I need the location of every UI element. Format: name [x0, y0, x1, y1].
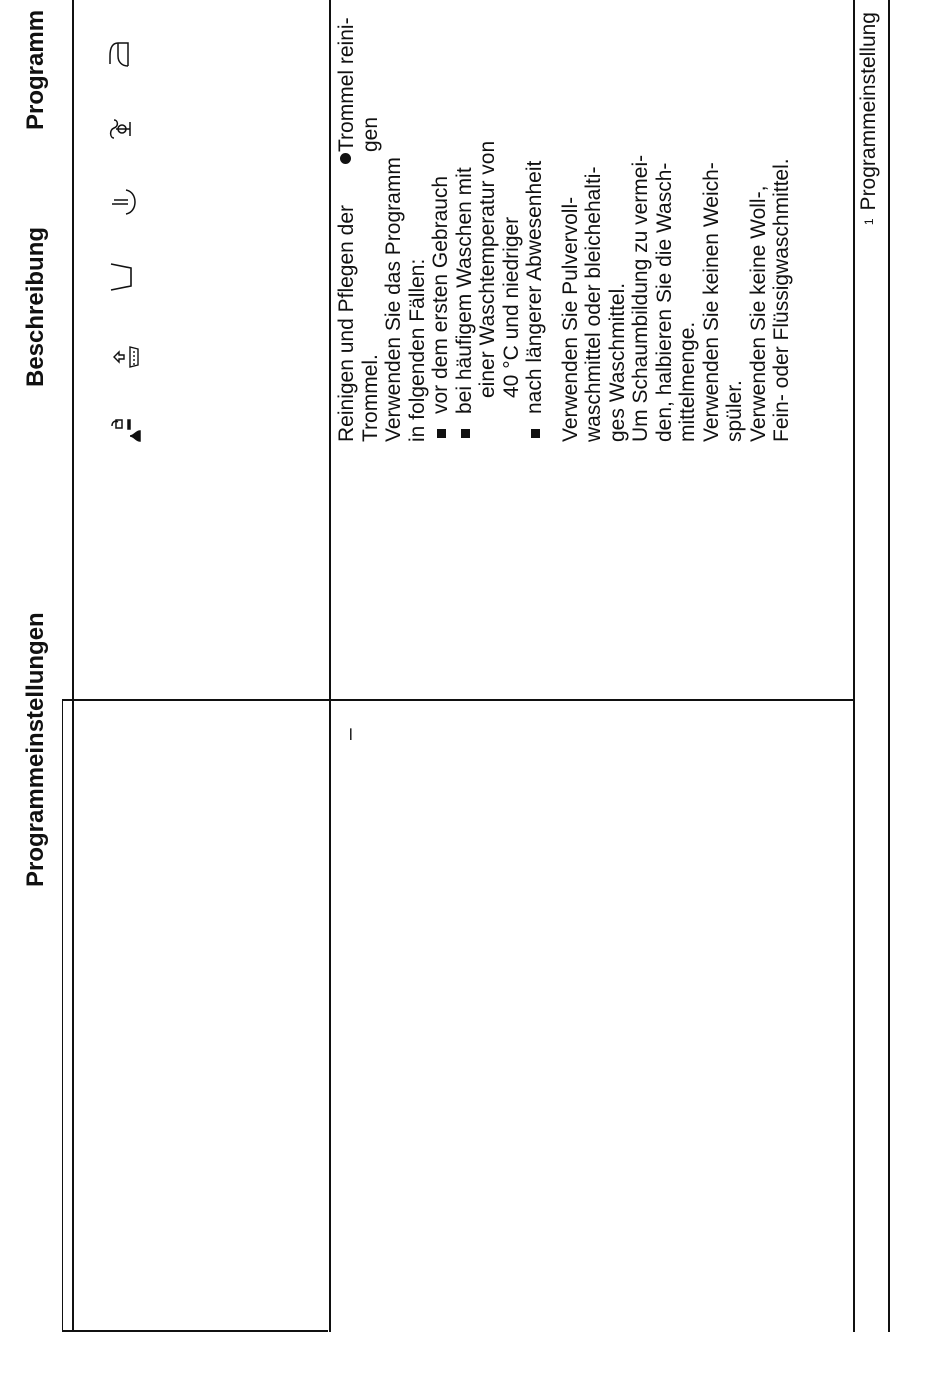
bullet-continuation: einer Waschtemperatur von: [476, 140, 499, 398]
description-line: Um Schaumbildung zu vermei-: [629, 154, 652, 442]
description-line: spüler.: [723, 380, 746, 442]
description-line: Fein- oder Flüssigwaschmittel.: [770, 158, 793, 442]
program-column-divider: [62, 699, 855, 701]
setting-active-dot: [340, 153, 351, 164]
description-line: Reinigen und Pflegen der: [335, 204, 358, 442]
header-programm: Programm: [22, 9, 49, 130]
tub-icon: [108, 262, 139, 292]
table-top-rule: [72, 0, 74, 1332]
bullet-item: nach längerer Abwesenheit: [523, 0, 547, 442]
description-line: Verwenden Sie Pulvervoll-: [558, 196, 582, 442]
settings-header-sub-rule: [62, 700, 63, 1332]
settings-header-left-rule: [62, 1330, 328, 1332]
program-description: [335, 0, 794, 442]
iron-icon: [106, 40, 137, 70]
description-line: den, halbieren Sie die Wasch-: [652, 162, 676, 442]
header-beschreibung: Beschreibung: [22, 226, 49, 387]
footnote-marker: 1: [862, 218, 876, 226]
footnote: [857, 12, 881, 225]
rinse-hand-icon: [108, 188, 145, 216]
description-dash: –: [338, 728, 361, 740]
description-line: ges Waschmittel.: [605, 282, 629, 442]
description-line: waschmittel oder bleichehalti-: [582, 166, 605, 442]
bullet-continuation: 40 °C und niedriger: [499, 216, 523, 398]
description-line: Verwenden Sie das Programm: [382, 157, 405, 442]
header-programmeinstellungen: Programmeinstellungen: [22, 612, 49, 887]
bullet-item: bei häufigem Waschen mit: [453, 0, 477, 442]
program-name-line-1: Trommel reini-: [335, 17, 358, 152]
program-name-line-2: gen: [359, 116, 382, 152]
description-line: in folgenden Fällen:: [405, 258, 429, 442]
description-line: mittelmenge.: [676, 321, 699, 442]
row-bottom-rule: [853, 0, 855, 1332]
spacer: [547, 0, 559, 442]
footnote-text: Programmeinstellung: [857, 12, 880, 211]
description-line: Trommel.: [358, 354, 382, 442]
description-line: Verwenden Sie keine Woll-,: [746, 185, 770, 442]
stain-options-icon: [110, 418, 149, 444]
bullet-item: vor dem ersten Gebrauch: [429, 0, 453, 442]
header-bottom-rule: [329, 0, 331, 1332]
prewash-tub-icon: [110, 344, 145, 370]
spin-icon: [108, 116, 141, 142]
footnote-bottom-rule: [888, 0, 890, 1332]
description-line: Verwenden Sie keinen Weich-: [699, 162, 723, 442]
